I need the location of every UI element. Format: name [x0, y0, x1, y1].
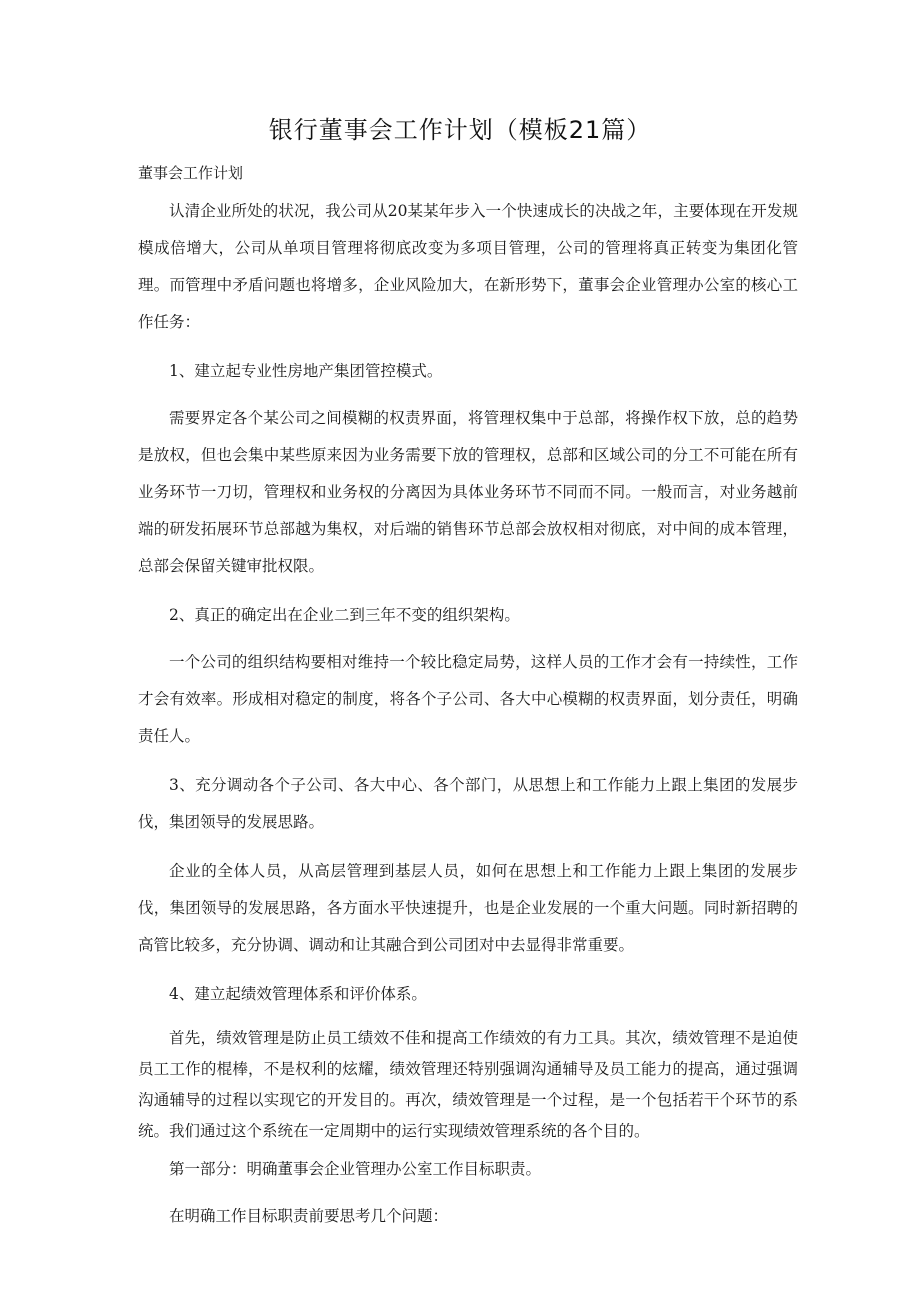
- paragraph-3: 企业的全体人员，从高层管理到基层人员，如何在思想上和工作能力上跟上集团的发展步伐，集团领导的发展思路，各方面水平快速提升，也是企业发展的一个重大问题。同时新招聘的高管比较多，充分协调、调动和让其融合到公司团对中去显得非常重要。: [138, 862, 798, 954]
- document-title: 银行董事会工作计划（模板21篇）: [268, 116, 652, 144]
- list-item-3: 3、充分调动各个子公司、各大中心、各个部门，从思想上和工作能力上跟上集团的发展步伐，集团领导的发展思路。: [138, 776, 798, 831]
- paragraph-4: 首先，绩效管理是防止员工绩效不佳和提高工作绩效的有力工具。其次，绩效管理不是迫使员工工作的棍棒，不是权利的炫耀，绩效管理还特别强调沟通辅导及员工能力的提高，通过强调沟通辅导的过程以实现它的开发目的。再次，绩效管理是一个过程，是一个包括若干个环节的系统。我们通过这个系统在一定周期中的运行实现绩效管理系统的各个目的。: [138, 1029, 798, 1140]
- part-one-heading: 第一部分：明确董事会企业管理办公室工作目标职责。: [169, 1160, 542, 1178]
- document-body: [138, 193, 798, 1247]
- paragraph-5: 在明确工作目标职责前要思考几个问题：: [169, 1207, 449, 1225]
- list-item-2: 2、真正的确定出在企业二到三年不变的组织架构。: [169, 606, 520, 624]
- list-item-4: 4、建立起绩效管理体系和评价体系。: [169, 985, 427, 1003]
- paragraph-intro: 认清企业所处的状况，我公司从20某某年步入一个快速成长的决战之年，主要体现在开发规模成倍增大，公司从单项目管理将彻底改变为多项目管理，公司的管理将真正转变为集团化管理。而管理中矛盾问题也将增多，企业风险加大，在新形势下，董事会企业管理办公室的核心工作任务：: [138, 202, 798, 331]
- paragraph-2: 一个公司的组织结构要相对维持一个较比稳定局势，这样人员的工作才会有一持续性，工作才会有效率。形成相对稳定的制度，将各个子公司、各大中心模糊的权责界面，划分责任，明确责任人。: [138, 653, 798, 745]
- list-item-1: 1、建立起专业性房地产集团管控模式。: [169, 362, 443, 380]
- paragraph-1: 需要界定各个某公司之间模糊的权责界面，将管理权集中于总部，将操作权下放，总的趋势是放权，但也会集中某些原来因为业务需要下放的管理权，总部和区域公司的分工不可能在所有业务环节一刀切，管理权和业务权的分离因为具体业务环节不同而不同。一般而言，对业务越前端的研发拓展环节总部越为集权，对后端的销售环节总部会放权相对彻底，对中间的成本管理，总部会保留关键审批权限。: [138, 409, 798, 575]
- section-heading: 董事会工作计划: [138, 164, 244, 182]
